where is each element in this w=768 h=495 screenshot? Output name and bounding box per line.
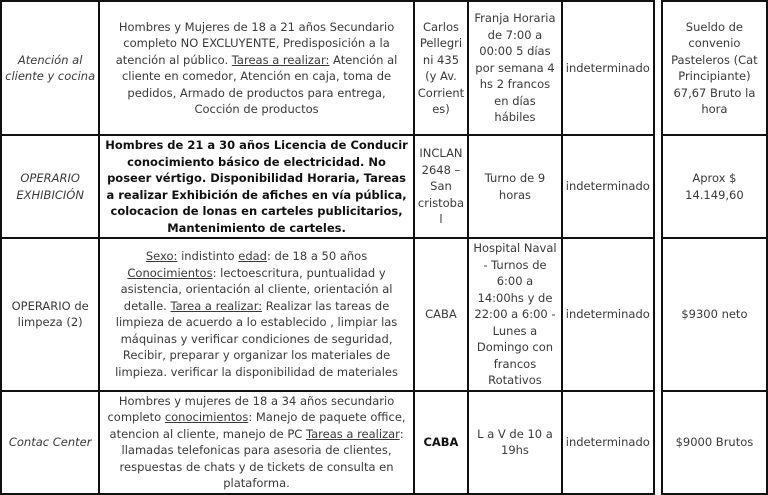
table-row — [1, 391, 767, 494]
column-gap — [654, 238, 662, 391]
underlined-label: conocimientos — [164, 410, 249, 424]
column-gap — [654, 135, 662, 238]
description-text: indistinto — [177, 249, 239, 264]
job-location-cell: CABA — [414, 238, 468, 391]
job-description-cell — [99, 391, 413, 494]
description-text: Hombres y Mujeres de 18 a 21 años Secundario completo NO EXCLUYENTE, Predisposición a la atención al público. — [115, 19, 395, 67]
job-duration-cell: indeterminado — [562, 135, 654, 238]
job-title-cell: OPERARIO de limpeza (2) — [1, 238, 99, 391]
table-row — [1, 1, 767, 135]
underlined-label: Sexo: — [145, 249, 178, 264]
underlined-label: Tareas a realizar: — [231, 52, 330, 67]
column-gap — [654, 1, 662, 135]
job-salary-cell: Sueldo de convenio Pasteleros (Cat Principiante) 67,67 Bruto la hora — [662, 1, 767, 135]
job-salary-cell: $9300 neto — [662, 238, 767, 391]
job-salary-cell: Aprox $ 14.149,60 — [662, 135, 767, 238]
job-schedule-cell: Franja Horaria de 7:00 a 00:00 5 días por semana 4 hs 2 francos en días hábiles — [468, 1, 562, 135]
description-text: : Manejo de paquete office, atencion al cliente, manejo de PC — [109, 410, 406, 441]
job-title-cell: Contac Center — [1, 391, 99, 494]
job-location-cell: INCLAN 2648 – San cristoba l — [414, 135, 468, 238]
job-description-cell — [99, 135, 413, 238]
job-title-cell: Atención al cliente y cocina — [1, 1, 99, 135]
description-text: Hombres y mujeres de 18 a 34 años secundario completo — [107, 393, 395, 424]
description-text: Realizar las tareas de limpieza de acuerdo a lo establecido , limpiar las máquinas y verificar condiciones de seguridad, Recibir, preparar y organizar los materiales de limpieza. verificar la disponibilidad de materiales — [115, 298, 398, 379]
job-duration-cell: indeterminado — [562, 391, 654, 494]
job-title-cell: OPERARIO EXHIBICIÓN — [1, 135, 99, 238]
description-text: : de 18 a 50 años — [266, 249, 368, 264]
table-row — [1, 135, 767, 238]
job-description-cell — [99, 1, 413, 135]
underlined-label: Tareas a realizar — [305, 426, 400, 441]
column-gap — [654, 391, 662, 494]
job-location-cell: CABA — [414, 391, 468, 494]
job-schedule-cell: Hospital Naval - Turnos de 6:00 a 14:00hs y de 22:00 a 6:00 - Lunes a Domingo con francos Rotativos — [468, 238, 562, 391]
underlined-label: edad — [238, 249, 267, 264]
job-description-cell — [99, 238, 413, 391]
job-schedule-cell: L a V de 10 a 19hs — [468, 391, 562, 494]
job-salary-cell: $9000 Brutos — [662, 391, 767, 494]
description-text: : llamadas telefonicas para asesoria de clientes, respuestas de chats y de tickets de consulta en plataforma. — [119, 426, 404, 490]
job-duration-cell: indeterminado — [562, 1, 654, 135]
job-schedule-cell: Turno de 9 horas — [468, 135, 562, 238]
description-text: Hombres de 21 a 30 años Licencia de Conducir conocimiento básico de electricidad. No poseer vértigo. Disponibilidad Horaria, Tareas a realizar Exhibición de afiches en vía pública, colocacion de lonas en carteles publicitarios, Mantenimiento de carteles. — [105, 138, 408, 235]
underlined-label: Conocimientos — [127, 265, 213, 280]
description-text: : lectoescritura, puntualidad y asistencia, orientación al cliente, orientación al detalle. — [120, 265, 393, 313]
description-text: Atención al cliente en comedor, Atención en caja, toma de pedidos, Armado de productos para entrega, Cocción de productos — [121, 52, 398, 116]
underlined-label: Tarea a realizar: — [170, 298, 263, 313]
job-duration-cell: indeterminado — [562, 238, 654, 391]
table-row — [1, 238, 767, 391]
job-location-cell: Carlos Pellegri ni 435 (y Av. Corrient es) — [414, 1, 468, 135]
